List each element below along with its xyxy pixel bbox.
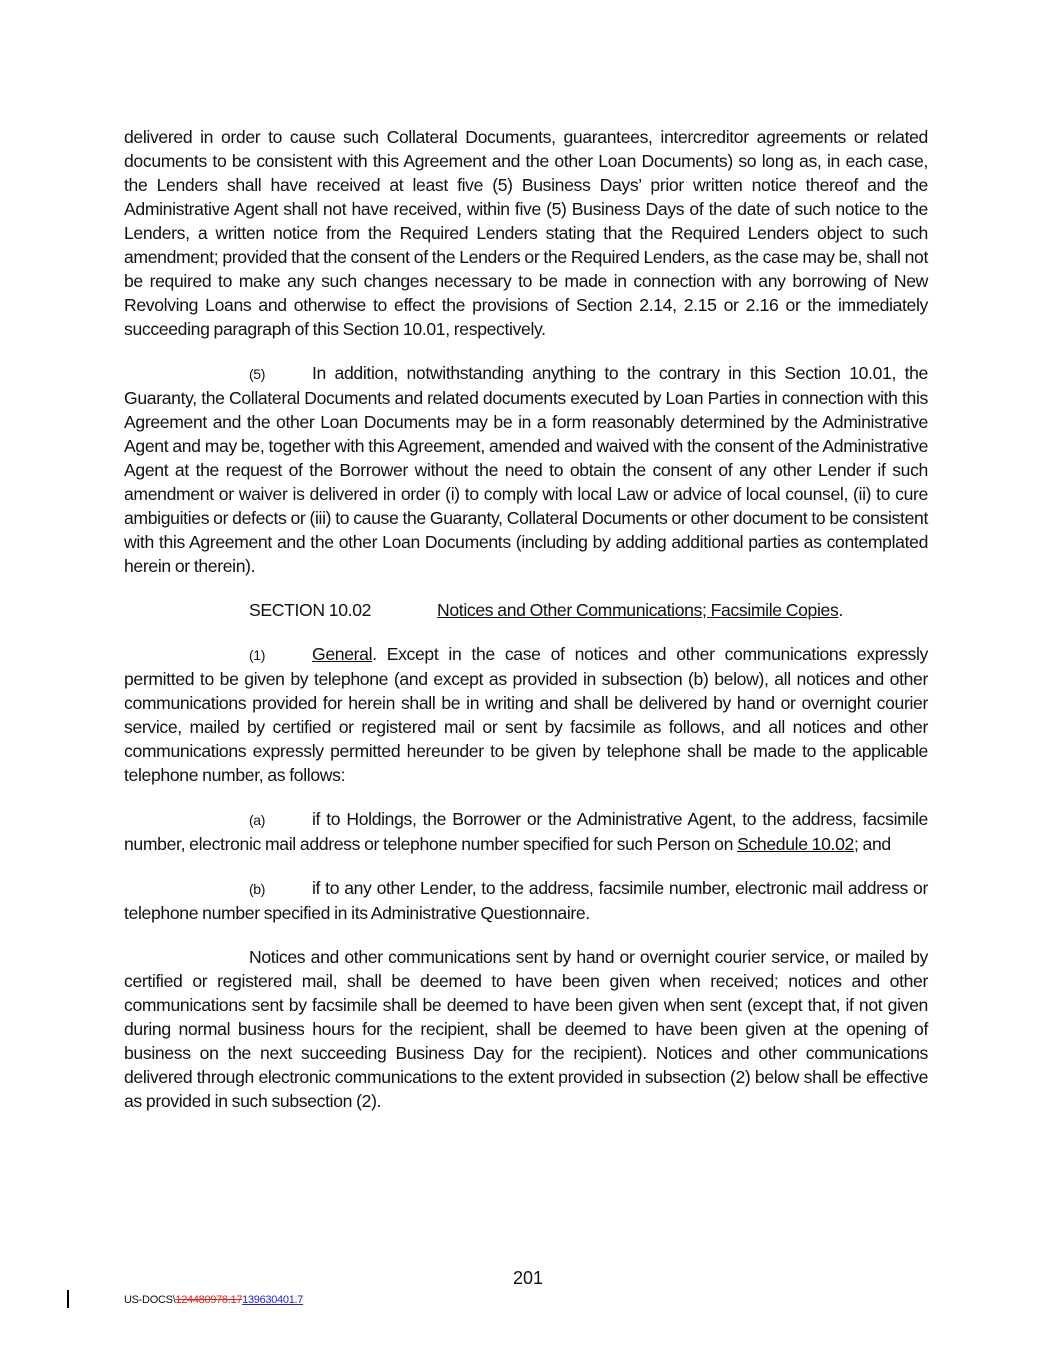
paragraph-label: (a) [249,812,266,828]
page-number: 201 [512,1268,544,1288]
inserted-doc-number: 139630401.7 [242,1294,304,1306]
document-id [124,1294,303,1306]
text: . Except in the case of notices and other communications expressly permitted to be given by telephone (and except as provided in subsection (b) below), all notices and other communications provided for herein shall be in writing and shall be delivered by hand or overnight courier service, mailed by certified or registered mail or sent by facsimile as follows, and all notices and other communications expressly permitted hereunder to be given by telephone shall be made to the applicable telephone number, as follows: [124,644,928,785]
text: if to Holdings, the Borrower or the Administrative Agent, to the address, facsimile number, electronic mail address or telephone number specified for such Person on [124,809,928,854]
provided-term: provided [222,247,288,267]
change-bar [67,1290,69,1308]
paragraph-a [124,807,928,856]
text: if to any other Lender, to the address, facsimile number, electronic mail address or telephone number specified in its Administrative Questionnaire. [124,878,928,923]
text: In addition, notwithstanding anything to the contrary in this Section 10.01, the Guaranty, the Collateral Documents and related documents executed by Loan Parties in connection with this Agreement and the other Loan Documents may be in a form reasonably determined by the Administrative Agent and may be, together with this Agreement, amended and waived with the consent of the Administrative Agent at the request of the Borrower without the need to obtain the consent of any other Lender if such amendment or waiver is delivered in order (i) to comply with local Law or advice of local counsel, (ii) to cure ambiguities or defects or (iii) to cause the Guaranty, Collateral Documents or other document to be consistent with this Agreement and the other Loan Documents (including by adding additional parties as contemplated herein or therein). [124,363,928,576]
paragraph-5 [124,361,928,578]
paragraph-label: (b) [249,881,266,897]
text: that the consent of the Lenders or the Required Lenders, as the case may be, shall not be required to make any such changes necessary to be made in connection with any borrowing of New Revolving Loans and otherwise to effect the provisions of Section 2.14, 2.15 or 2.16 or the immediately succeeding paragraph of this Section 10.01, respectively. [124,247,928,339]
subsection-title: General [312,644,373,664]
deleted-doc-number: 124480978.17 [175,1294,243,1306]
text: ; and [853,834,891,854]
paragraph-label: (1) [249,647,266,663]
section-heading [249,598,928,622]
doc-prefix: US-DOCS\ [124,1294,176,1306]
document-body [124,125,928,1133]
text: delivered in order to cause such Collateral Documents, guarantees, intercreditor agreements or related documents to be consistent with this Agreement and the other Loan Documents) so long as, in each case, the Lenders shall have received at least five (5) Business Days’ prior written notice thereof and the Administrative Agent shall not have received, within five (5) Business Days of the date of such notice to the Lenders, a written notice from the Required Lenders stating that the Required Lenders object to such amendment; [124,127,928,267]
text: . [838,600,843,620]
section-number: SECTION 10.02 [249,600,372,620]
paragraph-general [124,642,928,787]
text: Notices and other communications sent by hand or overnight courier service, or mailed by certified or registered mail, shall be deemed to have been given when received; notices and other communications sent by facsimile shall be deemed to have been given when sent (except that, if not given during normal business hours for the recipient, shall be deemed to have been given at the opening of business on the next succeeding Business Day for the recipient). Notices and other communications delivered through electronic communications to the extent provided in subsection (2) below shall be effective as provided in such subsection (2). [124,947,928,1111]
schedule-reference: Schedule 10.02 [737,834,854,854]
section-title: Notices and Other Communications; Facsimile Copies [437,600,839,620]
paragraph-notices [124,945,928,1113]
paragraph-continuation [124,125,928,341]
paragraph-b [124,876,928,925]
paragraph-label: (5) [249,366,266,382]
